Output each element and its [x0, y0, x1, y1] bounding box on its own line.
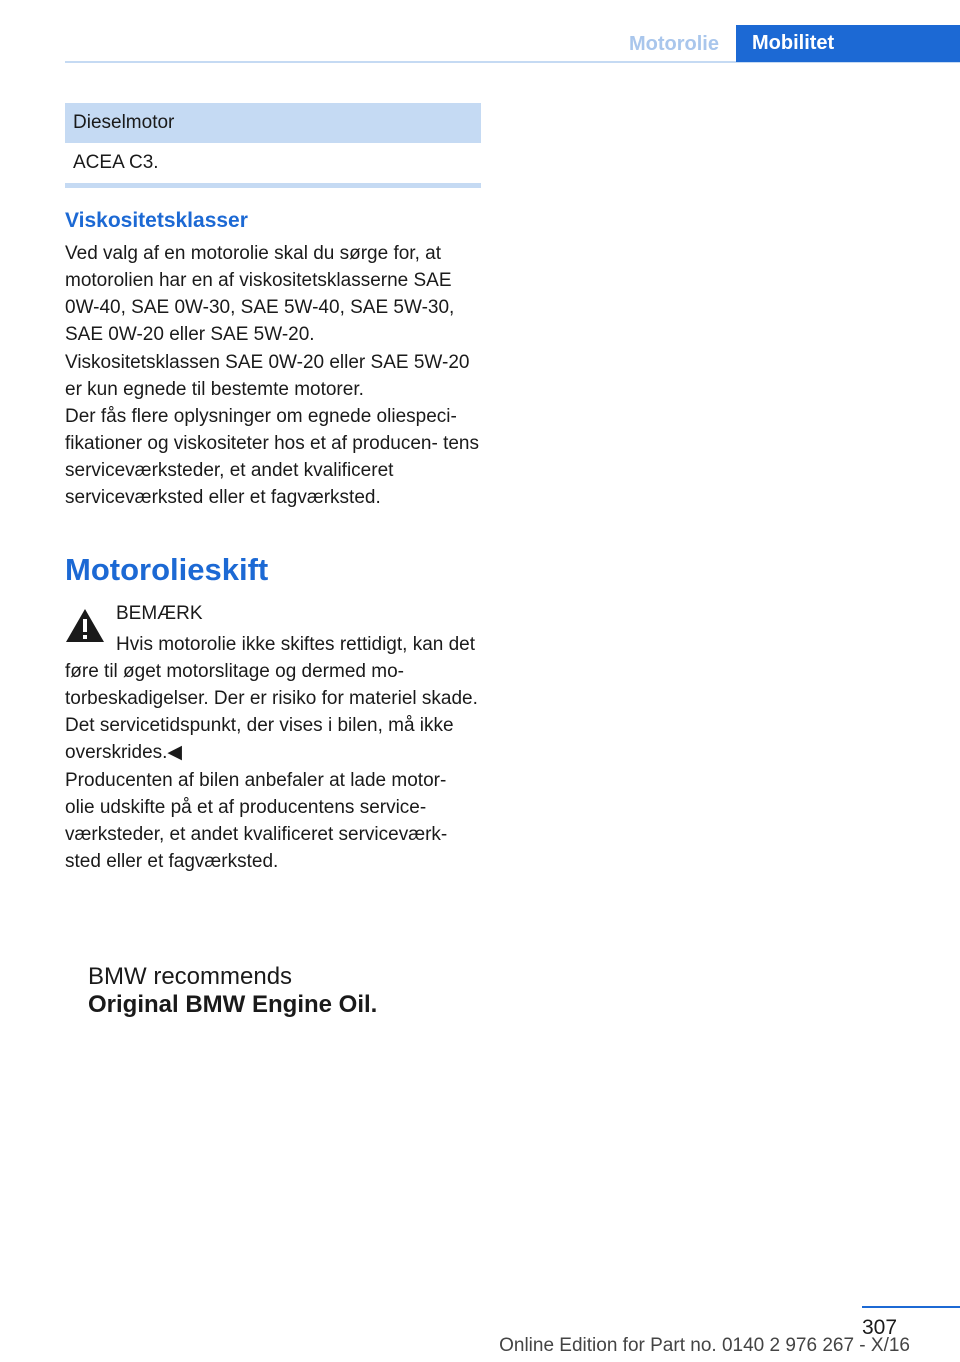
- table-header-cell: Dieselmotor: [65, 103, 481, 143]
- paragraph-viscosity-2: Viskositetsklassen SAE 0W-20 eller SAE 5W-20 er kun egnede til bestemte motorer.: [65, 352, 470, 400]
- heading-viscosity: Viskositetsklasser: [65, 209, 248, 232]
- page-number: 307: [862, 1316, 898, 1339]
- footer-rule: [862, 1306, 960, 1308]
- paragraph-viscosity-3: Der fås flere oplysninger om egnede oliespeci‐ fikationer og viskositeter hos et af producen‐ tens serviceværksteder, et andet kvalificeret serviceværksted eller et fagværksted.: [65, 406, 480, 508]
- notice-title: BEMÆRK: [116, 603, 203, 624]
- notice-text: Hvis motorolie ikke skiftes rettidigt, kan det føre til øget motorslitage og dermed mo‐ torbeskadigelser. Der er risiko for materiel skade. Det servicetidspunkt, der vises i bilen, må ikke overskrides.◀: [65, 634, 478, 763]
- logo-recommends: BMW recommends: [88, 963, 293, 990]
- paragraph-oil-change: Producenten af bilen anbefaler at lade motor‐ olie udskifte på et af producentens service‐ værksteder, et andet kvalificeret serviceværk‐ sted eller et fagværksted.: [65, 770, 448, 872]
- logo-original-oil: Original BMW Engine Oil.: [88, 991, 378, 1018]
- tab-motorolie[interactable]: Motorolie: [629, 33, 719, 55]
- heading-oil-change: Motorolieskift: [65, 552, 269, 587]
- tab-mobilitet[interactable]: Mobilitet: [736, 25, 960, 62]
- paragraph-viscosity-1: Ved valg af en motorolie skal du sørge for, at motorolien har en af viskositetsklasserne SAE 0W-40, SAE 0W-30, SAE 5W-40, SAE 5W-30, SAE 0W-20 eller SAE 5W-20.: [65, 243, 455, 345]
- table-bottom-rule: [65, 183, 481, 188]
- table-data-cell: ACEA C3.: [73, 152, 159, 173]
- footer-edition: Online Edition for Part no. 0140 2 976 267 - X/16: [499, 1335, 910, 1356]
